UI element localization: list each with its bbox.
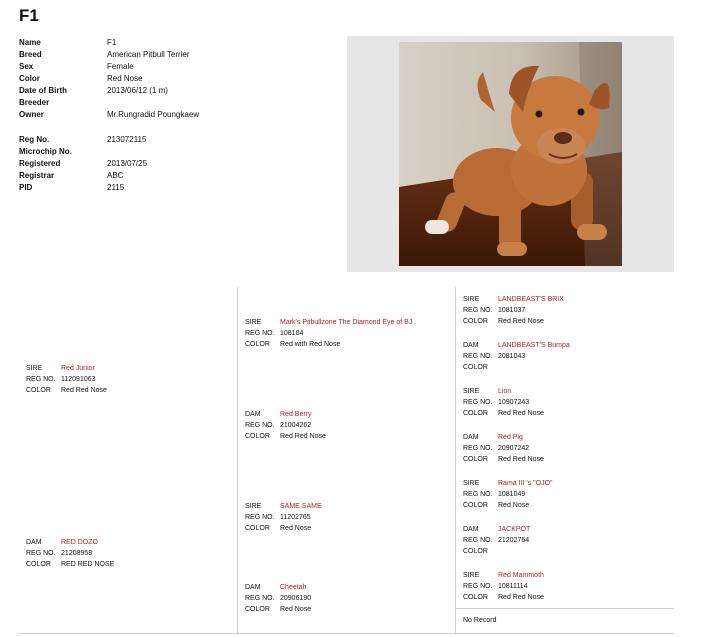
entry-reg: 20906190	[280, 595, 312, 602]
color-label: COLOR	[463, 594, 488, 601]
details-list	[19, 37, 267, 121]
entry-role: SIRE	[463, 480, 480, 487]
entry-reg: 2081043	[498, 353, 526, 360]
entry-role: DAM	[245, 584, 261, 591]
reg-label: REG NO.	[26, 550, 56, 557]
detail-label: Owner	[19, 110, 44, 119]
pedigree-entry-sire	[245, 317, 455, 350]
reg-label: REG NO.	[245, 330, 275, 337]
entry-role: DAM	[463, 342, 479, 349]
reg-row-pid	[19, 182, 267, 194]
detail-row-breed	[19, 49, 267, 61]
detail-row-breeder	[19, 97, 267, 109]
entry-color: Red Red Nose	[498, 594, 544, 601]
entry-name-link[interactable]: RED DOZO	[61, 539, 98, 546]
entry-role: SIRE	[26, 365, 43, 372]
reg-label: REG NO.	[463, 491, 493, 498]
entry-role: DAM	[245, 411, 261, 418]
entry-color	[498, 546, 673, 557]
reg-label: REG NO.	[245, 514, 275, 521]
reg-label: REG NO.	[245, 422, 275, 429]
column-divider	[455, 287, 456, 633]
entry-reg: 21202764	[498, 537, 530, 544]
color-label: COLOR	[463, 410, 488, 417]
color-label: COLOR	[463, 318, 488, 325]
detail-row-color	[19, 73, 267, 85]
registration-list	[19, 134, 267, 194]
reg-row-microchip	[19, 146, 267, 158]
entry-reg: 10811114	[498, 583, 528, 590]
entry-reg: 108104	[280, 330, 304, 337]
detail-value: 2013/06/12 (1 m)	[107, 86, 168, 95]
pedigree-entry-sire	[463, 386, 673, 419]
detail-label: Date of Birth	[19, 86, 67, 95]
detail-label: Name	[19, 38, 41, 47]
reg-label: REG NO.	[463, 537, 493, 544]
entry-name-link[interactable]: Lion	[498, 388, 512, 395]
color-label: COLOR	[463, 456, 488, 463]
entry-reg: 1081037	[498, 307, 526, 314]
entry-color: Red Red Nose	[280, 433, 326, 440]
detail-row-dob	[19, 85, 267, 97]
dog-photo-frame	[347, 36, 674, 272]
color-label: COLOR	[245, 525, 270, 532]
entry-name-link[interactable]: Cheetah	[280, 584, 307, 591]
entry-name-link[interactable]: SAME SAME	[280, 503, 322, 510]
reg-row-registrar	[19, 170, 267, 182]
entry-name-link[interactable]: Mark's Pitbullzone The Diamond Eye of BJ	[280, 319, 413, 326]
detail-label: Reg No.	[19, 135, 50, 144]
detail-row-sex	[19, 61, 267, 73]
entry-name-link[interactable]: JACKPOT	[498, 526, 531, 533]
pedigree-entry-dam	[26, 537, 236, 570]
reg-label: REG NO.	[26, 376, 56, 383]
entry-color: Red with Red Nose	[280, 341, 341, 348]
pedigree-entry-dam	[463, 340, 673, 373]
entry-reg: 11202765	[280, 514, 311, 521]
footer-divider	[19, 633, 674, 634]
detail-label: Registered	[19, 159, 61, 168]
puppy-illustration	[399, 42, 622, 266]
entry-color: Red Red Nose	[498, 318, 544, 325]
detail-value: 213072115	[107, 135, 147, 144]
color-label: COLOR	[463, 502, 488, 509]
color-label: COLOR	[245, 433, 270, 440]
entry-color: Red Red Nose	[498, 456, 544, 463]
reg-label: REG NO.	[463, 583, 493, 590]
pedigree-entry-dam	[245, 409, 455, 442]
detail-value: F1	[107, 38, 117, 47]
pedigree-entry-dam	[245, 582, 455, 615]
color-label: COLOR	[245, 341, 270, 348]
dog-photo[interactable]	[399, 42, 622, 266]
pedigree-entry-sire	[245, 501, 455, 534]
entry-name-link[interactable]: Red Mammoth	[498, 572, 544, 579]
detail-value: Red Nose	[107, 74, 143, 83]
detail-value: American Pitbull Terrier	[107, 50, 190, 59]
no-record-text: No Record	[463, 617, 497, 624]
entry-reg: 1081049	[498, 491, 526, 498]
detail-value	[107, 97, 267, 109]
detail-label: Color	[19, 74, 40, 83]
entry-color: Red Red Nose	[61, 387, 107, 394]
entry-name-link[interactable]: LANDBEAST'S Bumpa	[498, 342, 570, 349]
pedigree-entry-sire	[463, 478, 673, 511]
color-label: COLOR	[463, 364, 488, 371]
entry-reg: 112091063	[61, 376, 96, 383]
pedigree-entry-dam	[463, 524, 673, 557]
reg-row-registered	[19, 158, 267, 170]
entry-name-link[interactable]: Red Pig	[498, 434, 523, 441]
entry-role: DAM	[463, 434, 479, 441]
pedigree-entry-sire	[26, 363, 236, 396]
entry-role: SIRE	[463, 572, 480, 579]
reg-label: REG NO.	[463, 353, 493, 360]
detail-value: Female	[107, 62, 134, 71]
color-label: COLOR	[245, 606, 270, 613]
color-label: COLOR	[463, 548, 488, 555]
entry-name-link[interactable]: Rama III 's "OJO"	[498, 480, 553, 487]
page-title: F1	[19, 6, 39, 25]
entry-role: DAM	[26, 539, 42, 546]
entry-role: DAM	[463, 526, 479, 533]
color-label: COLOR	[26, 561, 51, 568]
entry-reg: 21004262	[280, 422, 312, 429]
reg-label: REG NO.	[463, 307, 493, 314]
entry-role: SIRE	[245, 503, 262, 510]
detail-label: Breeder	[19, 98, 50, 107]
entry-name-link[interactable]: Red Berry	[280, 411, 312, 418]
entry-name-link[interactable]: Red Junior	[61, 365, 95, 372]
entry-color: Red Nose	[280, 606, 312, 613]
row-divider	[455, 608, 674, 609]
detail-label: Sex	[19, 62, 34, 71]
reg-row-number	[19, 134, 267, 146]
detail-value: Mr.Rungradid Poungkaew	[107, 110, 200, 119]
entry-role: SIRE	[463, 296, 480, 303]
entry-role: SIRE	[245, 319, 262, 326]
pedigree-entry-dam	[463, 432, 673, 465]
pedigree-entry-sire	[463, 570, 673, 603]
detail-label: Registrar	[19, 171, 55, 180]
entry-reg: 21208958	[61, 550, 93, 557]
detail-label: PID	[19, 183, 33, 192]
pedigree-entry-sire	[463, 294, 673, 327]
detail-label: Microchip No.	[19, 147, 72, 156]
entry-color: Red Red Nose	[498, 410, 544, 417]
detail-value: 2013/07/25	[107, 159, 148, 168]
entry-name-link[interactable]: LANDBEAST'S BRIX	[498, 296, 564, 303]
entry-color: Red Nose	[498, 502, 530, 509]
reg-label: REG NO.	[463, 445, 493, 452]
entry-color	[498, 362, 673, 373]
detail-row-owner	[19, 109, 267, 121]
entry-reg: 10907243	[498, 399, 530, 406]
detail-value	[107, 146, 267, 158]
detail-row-name	[19, 37, 267, 49]
column-divider	[237, 287, 238, 633]
reg-label: REG NO.	[245, 595, 275, 602]
reg-label: REG NO.	[463, 399, 493, 406]
detail-value: ABC	[107, 171, 124, 180]
entry-role: SIRE	[463, 388, 480, 395]
entry-color: RED RED NOSE	[61, 561, 115, 568]
detail-value: 2115	[107, 183, 125, 192]
entry-color: Red Nose	[280, 525, 312, 532]
detail-label: Breed	[19, 50, 42, 59]
entry-reg: 20907242	[498, 445, 530, 452]
color-label: COLOR	[26, 387, 51, 394]
